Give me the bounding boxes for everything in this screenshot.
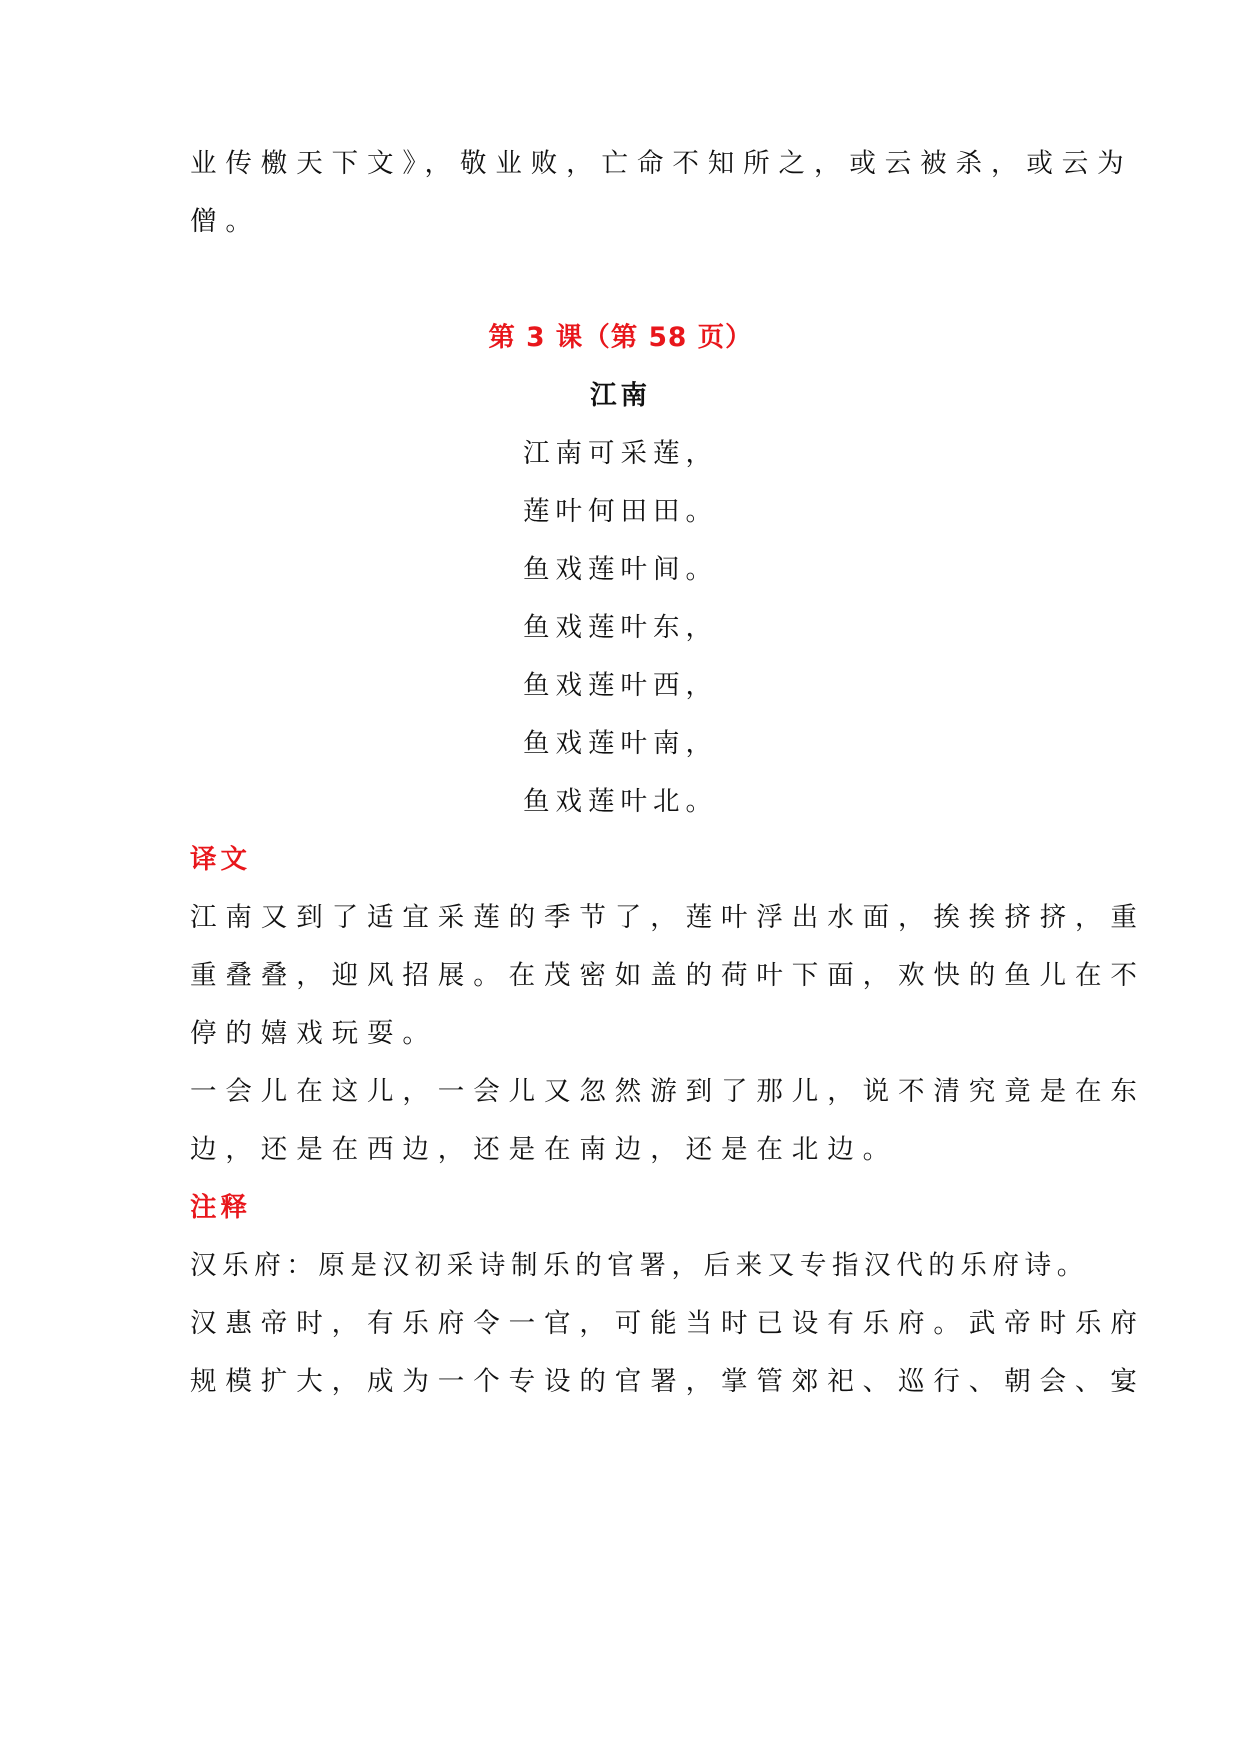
poem-line: 鱼戏莲叶南， [523,728,718,759]
poem-title: 江南 [590,380,651,411]
notes-line: 汉惠帝时，有乐府令一官，可能当时已设有乐府。武帝时乐府 [190,1308,1146,1339]
poem-line: 鱼戏莲叶北。 [523,786,718,817]
translation-line: 一会儿在这儿，一会儿又忽然游到了那儿，说不清究竟是在东 [190,1076,1146,1107]
translation-line: 边，还是在西边，还是在南边，还是在北边。 [190,1134,898,1165]
poem-line: 莲叶何田田。 [523,496,718,527]
lesson-heading: 第 3 课（第 58 页） [488,322,753,353]
translation-line: 停的嬉戏玩耍。 [190,1018,438,1049]
intro-line-1: 业传檄天下文》，敬业败，亡命不知所之，或云被杀，或云为 [190,148,1133,179]
poem-line: 鱼戏莲叶间。 [523,554,718,585]
translation-heading: 译文 [190,844,251,875]
notes-line: 汉乐府：原是汉初采诗制乐的官署，后来又专指汉代的乐府诗。 [190,1250,1089,1281]
intro-line-2: 僧。 [190,206,261,237]
poem-line: 鱼戏莲叶东， [523,612,718,643]
poem-line: 鱼戏莲叶西， [523,670,718,701]
notes-heading: 注释 [190,1192,251,1223]
translation-line: 重叠叠，迎风招展。在茂密如盖的荷叶下面，欢快的鱼儿在不 [190,960,1146,991]
translation-line: 江南又到了适宜采莲的季节了，莲叶浮出水面，挨挨挤挤，重 [190,902,1146,933]
poem-line: 江南可采莲， [523,438,718,469]
notes-line: 规模扩大，成为一个专设的官署，掌管郊祀、巡行、朝会、宴 [190,1366,1146,1397]
